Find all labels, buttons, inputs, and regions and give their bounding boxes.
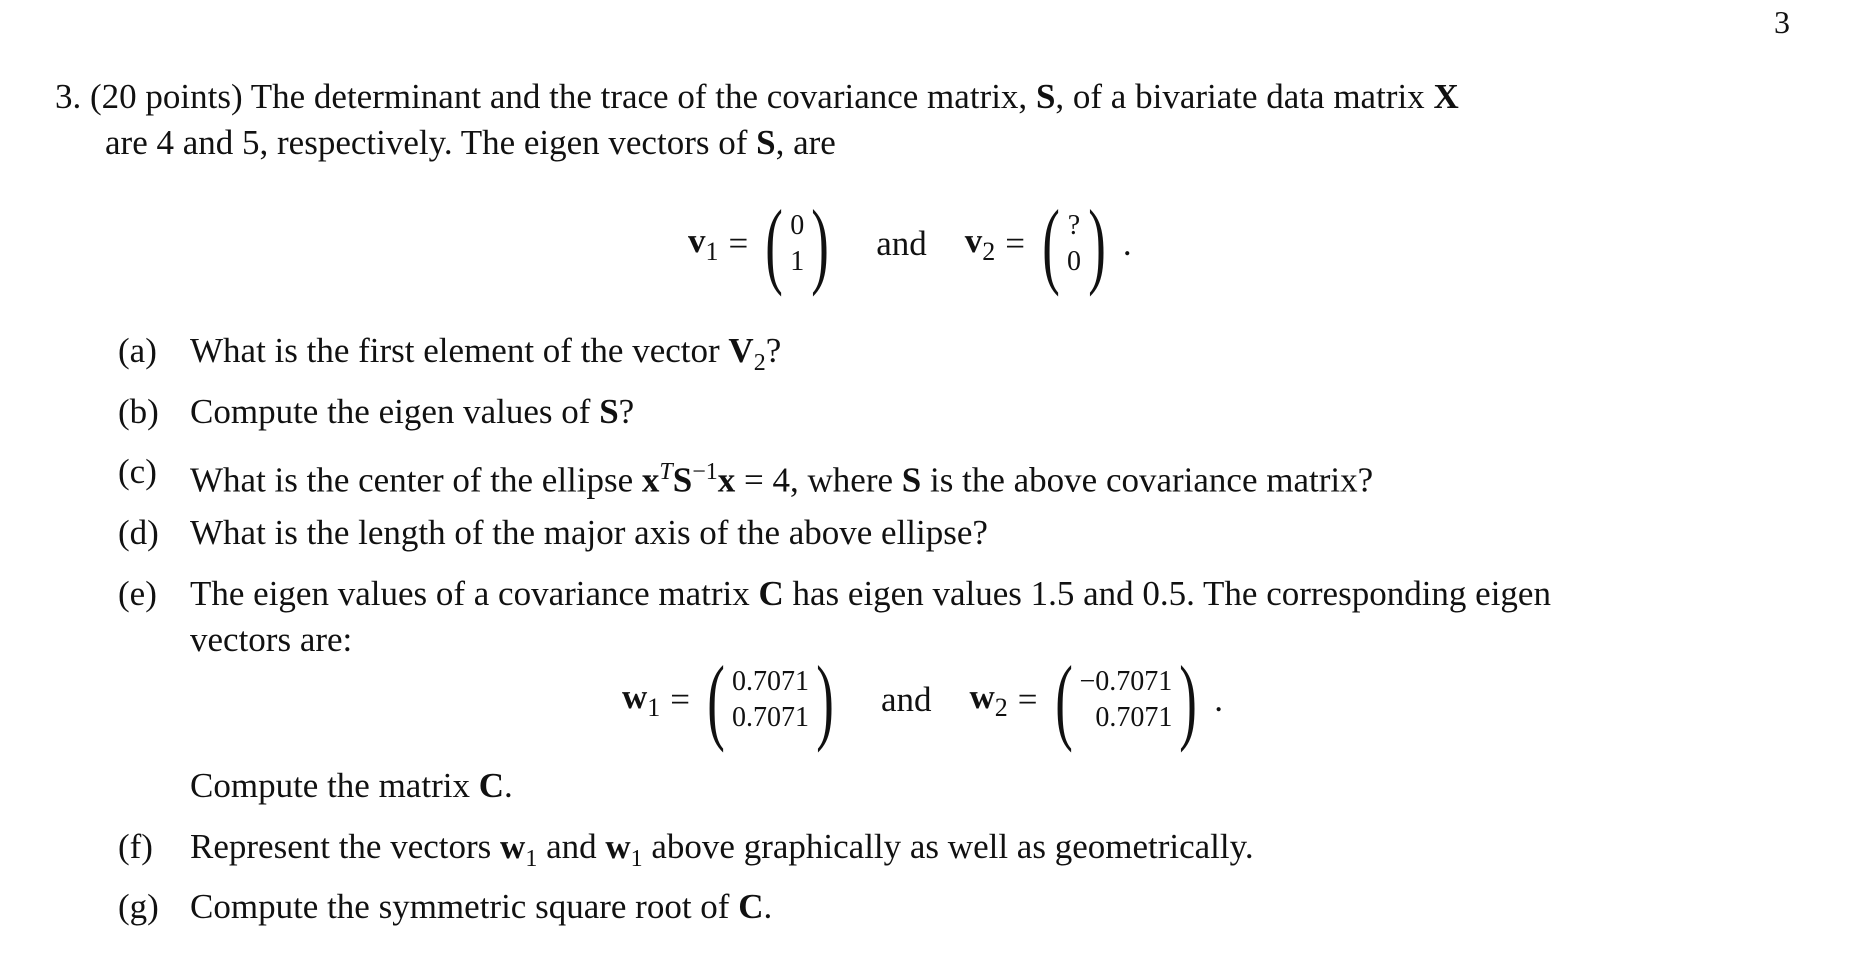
- v2-vector: ? 0: [1066, 210, 1081, 277]
- problem-line-1: 3. (20 points) The determinant and the trace of the covariance matrix, S, of a bivariate data matrix X: [55, 77, 1459, 116]
- problem-line-2: are 4 and 5, respectively. The eigen vectors of S, are: [105, 123, 836, 162]
- page-number: 3: [1774, 4, 1790, 40]
- question-b: (b) Compute the eigen values of S?: [118, 392, 635, 431]
- w1-label: $w_1$: [622, 677, 661, 722]
- v1-vector: 0 1: [790, 210, 805, 277]
- v1-label: $v_1$: [688, 221, 719, 266]
- w1-vector: 0.7071 0.7071: [732, 666, 809, 733]
- question-e: (e) The eigen values of a covariance matrix C has eigen values 1.5 and 0.5. The corresponding eigen vectors are:: [118, 574, 1551, 659]
- question-c: (c) What is the center of the ellipse $x^TS^{-1}x = 4$, where S is the above covariance matrix?: [118, 452, 1374, 500]
- w2-label: $w_2$: [969, 677, 1008, 722]
- problem-number: 3.: [55, 77, 82, 116]
- w2-vector: −0.7071 0.7071: [1079, 666, 1173, 733]
- covariance-eigenvector-equation: $w_1$ = ( 0.7071 0.7071 ) and $w_2$ = ( −0.7071 0.7071 ) .: [622, 646, 1224, 753]
- question-f: (f) Represent the vectors $w_1$ and $w_1$ above graphically as well as geometrically.: [118, 827, 1254, 872]
- question-d: (d) What is the length of the major axis of the above ellipse?: [118, 513, 988, 552]
- question-a: (a) What is the first element of the vector $V_2$?: [118, 331, 782, 376]
- compute-c-line: Compute the matrix C.: [190, 766, 513, 805]
- problem-statement: [55, 74, 1795, 166]
- question-g: (g) Compute the symmetric square root of C.: [118, 887, 773, 926]
- v2-label: $v_2$: [964, 221, 996, 266]
- eigenvector-equation: $v_1$ = ( 0 1 ) and $v_2$ = ( ? 0 ) .: [688, 190, 1132, 297]
